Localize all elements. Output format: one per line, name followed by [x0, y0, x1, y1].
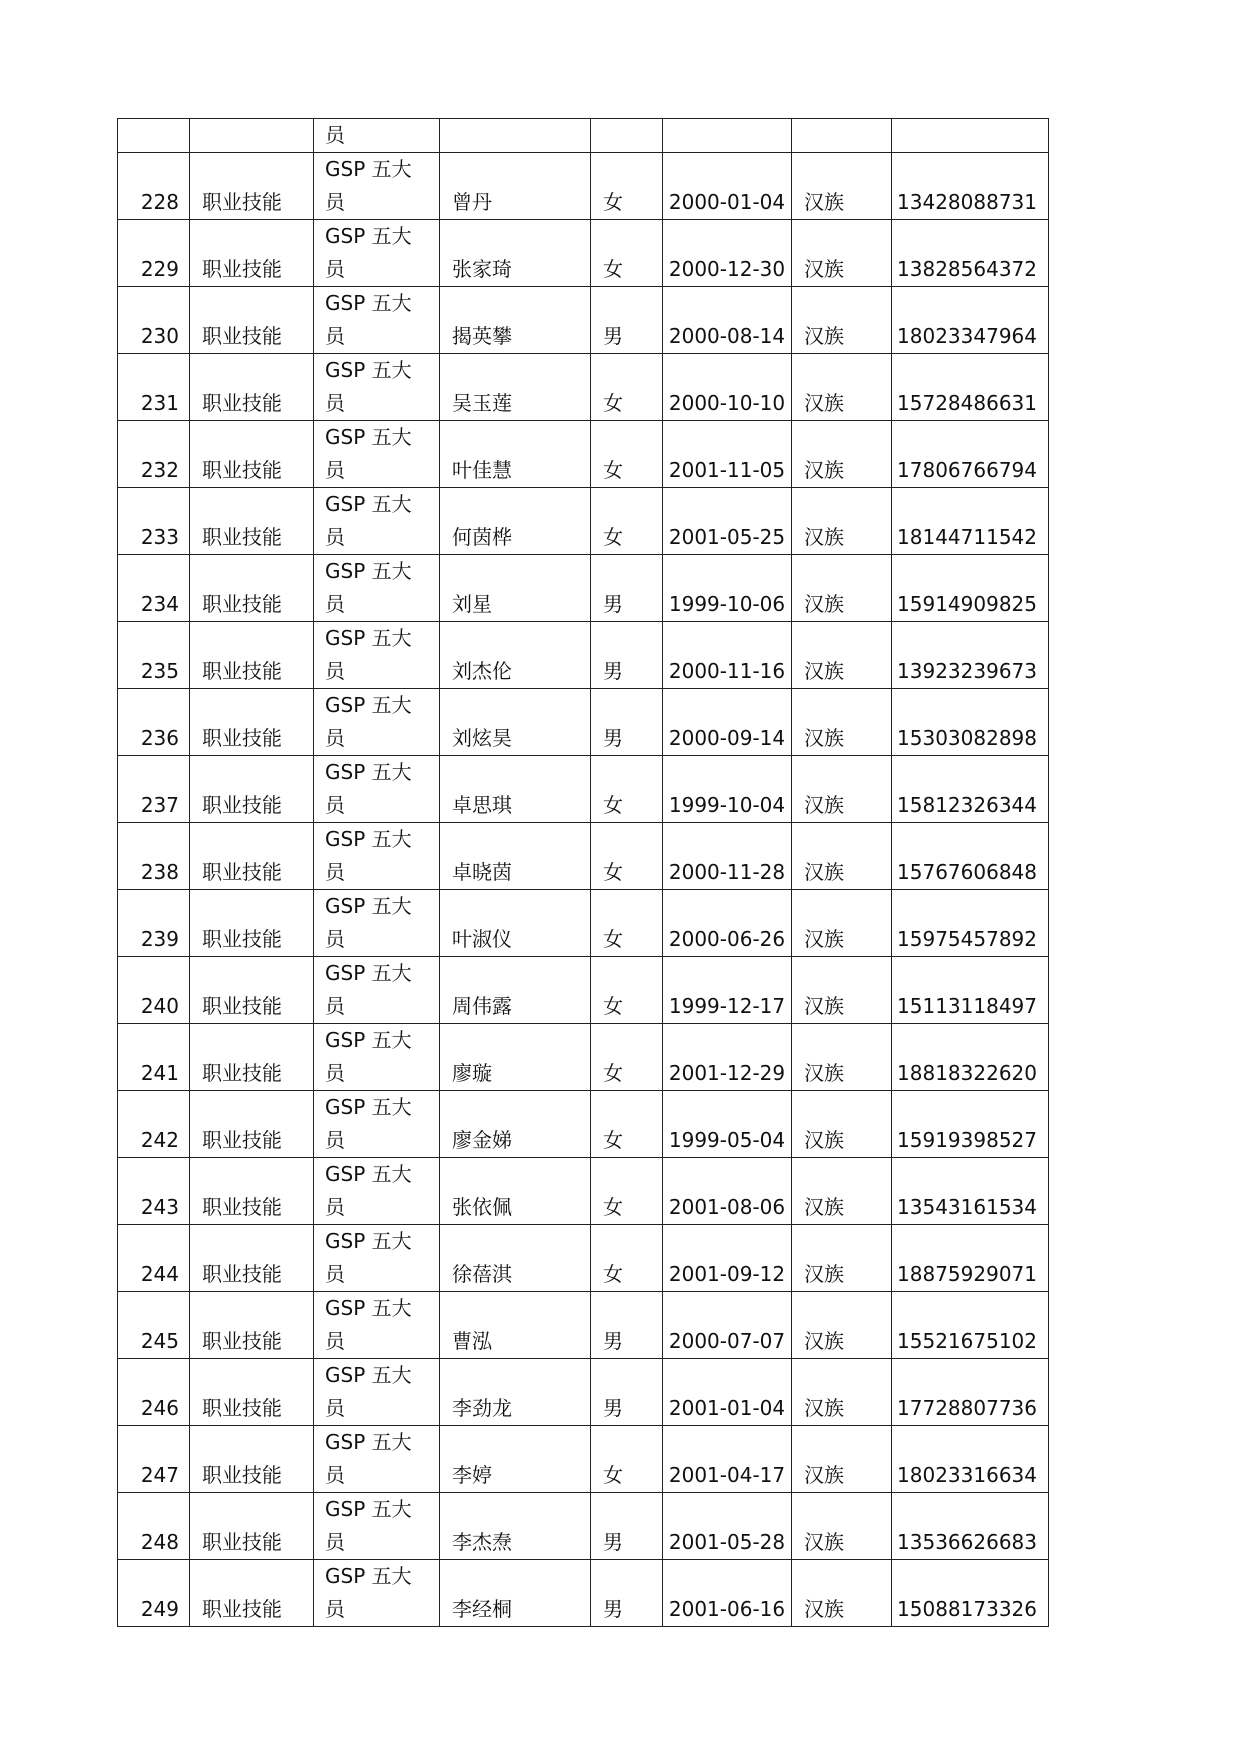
cell-gender: 女 — [591, 153, 663, 220]
cell-name: 吴玉莲 — [440, 354, 591, 421]
roster-body — [118, 119, 1049, 1627]
cell-ethnicity: 汉族 — [792, 1091, 892, 1158]
cell-gender: 男 — [591, 1359, 663, 1426]
major-line-2: 员 — [325, 391, 345, 415]
cell-birth: 2000-10-10 — [663, 354, 792, 421]
cell-birth: 2001-05-25 — [663, 488, 792, 555]
major-line-2: 员 — [325, 190, 345, 214]
major-line-1: GSP 五大 — [325, 626, 412, 650]
cell-category: 职业技能 — [190, 153, 314, 220]
major-line-1: GSP 五大 — [325, 1363, 412, 1387]
cell-no: 232 — [118, 421, 190, 488]
cell-ethnicity: 汉族 — [792, 823, 892, 890]
major-line-2: 员 — [325, 1128, 345, 1152]
table-row — [118, 488, 1049, 555]
cell-no: 249 — [118, 1560, 190, 1627]
major-line-1: GSP 五大 — [325, 827, 412, 851]
cell-phone: 17806766794 — [892, 421, 1049, 488]
cell-birth: 2000-06-26 — [663, 890, 792, 957]
cell-name: 刘星 — [440, 555, 591, 622]
table-row — [118, 756, 1049, 823]
table-row — [118, 287, 1049, 354]
cell-category: 职业技能 — [190, 890, 314, 957]
cell-ethnicity: 汉族 — [792, 1158, 892, 1225]
major-line-2: 员 — [325, 458, 345, 482]
roster-table — [117, 118, 1049, 1627]
cell-phone: 15919398527 — [892, 1091, 1049, 1158]
cell-major — [314, 1158, 440, 1225]
major-line-2: 员 — [325, 1329, 345, 1353]
major-line-2: 员 — [325, 1061, 345, 1085]
cell-birth: 1999-12-17 — [663, 957, 792, 1024]
table-row — [118, 823, 1049, 890]
cell-category: 职业技能 — [190, 488, 314, 555]
cell-gender: 女 — [591, 957, 663, 1024]
cell-ethnicity: 汉族 — [792, 756, 892, 823]
cell-no: 237 — [118, 756, 190, 823]
major-line-2: 员 — [325, 994, 345, 1018]
cell-gender: 男 — [591, 622, 663, 689]
cell-name: 刘杰伦 — [440, 622, 591, 689]
cell-major — [314, 354, 440, 421]
cell-name: 曾丹 — [440, 153, 591, 220]
cell-major — [314, 1091, 440, 1158]
major-line-1: GSP 五大 — [325, 358, 412, 382]
cell-major — [314, 1426, 440, 1493]
cell-major — [314, 1560, 440, 1627]
cell-gender: 女 — [591, 1426, 663, 1493]
cell-birth: 1999-05-04 — [663, 1091, 792, 1158]
cell-name: 何茵桦 — [440, 488, 591, 555]
major-line-2: 员 — [325, 659, 345, 683]
cell-no: 247 — [118, 1426, 190, 1493]
major-line-1: GSP 五大 — [325, 224, 412, 248]
cell-ethnicity: 汉族 — [792, 153, 892, 220]
cell-major — [314, 220, 440, 287]
cell-phone: 13428088731 — [892, 153, 1049, 220]
cell-gender — [591, 119, 663, 153]
major-line-1: GSP 五大 — [325, 559, 412, 583]
cell-name: 卓思琪 — [440, 756, 591, 823]
major-line-2: 员 — [325, 860, 345, 884]
cell-ethnicity: 汉族 — [792, 1225, 892, 1292]
table-row — [118, 153, 1049, 220]
cell-name: 刘炫昊 — [440, 689, 591, 756]
cell-ethnicity: 汉族 — [792, 354, 892, 421]
table-row — [118, 957, 1049, 1024]
cell-birth: 2000-01-04 — [663, 153, 792, 220]
cell-ethnicity: 汉族 — [792, 1292, 892, 1359]
major-line-1: GSP 五大 — [325, 157, 412, 181]
major-line-1: GSP 五大 — [325, 1430, 412, 1454]
cell-no: 235 — [118, 622, 190, 689]
cell-phone: 18023316634 — [892, 1426, 1049, 1493]
cell-category: 职业技能 — [190, 1292, 314, 1359]
cell-birth: 1999-10-06 — [663, 555, 792, 622]
table-row — [118, 1292, 1049, 1359]
cell-category: 职业技能 — [190, 622, 314, 689]
cell-no: 236 — [118, 689, 190, 756]
cell-no: 234 — [118, 555, 190, 622]
cell-gender: 男 — [591, 1560, 663, 1627]
cell-no: 230 — [118, 287, 190, 354]
cell-ethnicity: 汉族 — [792, 555, 892, 622]
table-row — [118, 890, 1049, 957]
cell-gender: 女 — [591, 756, 663, 823]
cell-major — [314, 1225, 440, 1292]
cell-birth: 1999-10-04 — [663, 756, 792, 823]
cell-category: 职业技能 — [190, 756, 314, 823]
cell-name: 揭英攀 — [440, 287, 591, 354]
cell-category: 职业技能 — [190, 421, 314, 488]
major-line-1: GSP 五大 — [325, 1564, 412, 1588]
cell-category: 职业技能 — [190, 1225, 314, 1292]
cell-category: 职业技能 — [190, 823, 314, 890]
cell-major — [314, 622, 440, 689]
cell-no: 233 — [118, 488, 190, 555]
cell-no — [118, 119, 190, 153]
cell-major — [314, 1359, 440, 1426]
cell-gender: 女 — [591, 354, 663, 421]
cell-major — [314, 1493, 440, 1560]
continued-row — [118, 119, 1049, 153]
cell-phone: 15914909825 — [892, 555, 1049, 622]
cell-gender: 女 — [591, 1158, 663, 1225]
cell-phone: 15303082898 — [892, 689, 1049, 756]
cell-no: 241 — [118, 1024, 190, 1091]
major-line-2: 员 — [325, 927, 345, 951]
cell-birth: 2001-05-28 — [663, 1493, 792, 1560]
cell-phone: 13543161534 — [892, 1158, 1049, 1225]
table-row — [118, 1359, 1049, 1426]
cell-gender: 女 — [591, 220, 663, 287]
major-line-1: GSP 五大 — [325, 894, 412, 918]
cell-major: 员 — [314, 119, 440, 153]
cell-major — [314, 1024, 440, 1091]
cell-ethnicity: 汉族 — [792, 488, 892, 555]
cell-no: 242 — [118, 1091, 190, 1158]
cell-birth: 2001-04-17 — [663, 1426, 792, 1493]
cell-no: 229 — [118, 220, 190, 287]
major-line-2: 员 — [325, 1396, 345, 1420]
major-line-2: 员 — [325, 257, 345, 281]
cell-category: 职业技能 — [190, 555, 314, 622]
cell-name: 徐蓓淇 — [440, 1225, 591, 1292]
cell-birth: 2001-12-29 — [663, 1024, 792, 1091]
cell-birth: 2001-11-05 — [663, 421, 792, 488]
table-row — [118, 1091, 1049, 1158]
cell-ethnicity: 汉族 — [792, 1024, 892, 1091]
cell-birth — [663, 119, 792, 153]
cell-phone: 18875929071 — [892, 1225, 1049, 1292]
cell-major — [314, 421, 440, 488]
cell-category: 职业技能 — [190, 287, 314, 354]
cell-phone: 15113118497 — [892, 957, 1049, 1024]
cell-gender: 男 — [591, 1292, 663, 1359]
cell-ethnicity: 汉族 — [792, 220, 892, 287]
table-row — [118, 421, 1049, 488]
cell-no: 240 — [118, 957, 190, 1024]
cell-birth: 2000-08-14 — [663, 287, 792, 354]
cell-phone: 17728807736 — [892, 1359, 1049, 1426]
cell-birth: 2000-11-16 — [663, 622, 792, 689]
cell-category: 职业技能 — [190, 354, 314, 421]
cell-birth: 2001-01-04 — [663, 1359, 792, 1426]
cell-name: 李杰焘 — [440, 1493, 591, 1560]
major-line-1: GSP 五大 — [325, 492, 412, 516]
cell-phone: 13923239673 — [892, 622, 1049, 689]
cell-phone: 15767606848 — [892, 823, 1049, 890]
cell-category: 职业技能 — [190, 1158, 314, 1225]
major-line-2: 员 — [325, 1195, 345, 1219]
major-line-1: GSP 五大 — [325, 1497, 412, 1521]
cell-phone: 18818322620 — [892, 1024, 1049, 1091]
cell-phone — [892, 119, 1049, 153]
cell-name: 周伟露 — [440, 957, 591, 1024]
table-row — [118, 1493, 1049, 1560]
cell-name: 叶淑仪 — [440, 890, 591, 957]
cell-name: 廖璇 — [440, 1024, 591, 1091]
cell-major — [314, 488, 440, 555]
cell-gender: 女 — [591, 1091, 663, 1158]
cell-no: 246 — [118, 1359, 190, 1426]
major-line-2: 员 — [325, 1530, 345, 1554]
cell-ethnicity — [792, 119, 892, 153]
cell-phone: 18023347964 — [892, 287, 1049, 354]
cell-name: 张家琦 — [440, 220, 591, 287]
cell-name: 卓晓茵 — [440, 823, 591, 890]
major-line-1: GSP 五大 — [325, 1095, 412, 1119]
cell-category: 职业技能 — [190, 689, 314, 756]
cell-no: 245 — [118, 1292, 190, 1359]
cell-gender: 男 — [591, 689, 663, 756]
major-line-1: GSP 五大 — [325, 1028, 412, 1052]
table-row — [118, 1426, 1049, 1493]
cell-no: 248 — [118, 1493, 190, 1560]
cell-ethnicity: 汉族 — [792, 287, 892, 354]
cell-category: 职业技能 — [190, 1493, 314, 1560]
cell-ethnicity: 汉族 — [792, 1560, 892, 1627]
cell-gender: 女 — [591, 488, 663, 555]
cell-no: 243 — [118, 1158, 190, 1225]
cell-name: 叶佳慧 — [440, 421, 591, 488]
cell-birth: 2000-07-07 — [663, 1292, 792, 1359]
major-line-2: 员 — [325, 726, 345, 750]
cell-name: 曹泓 — [440, 1292, 591, 1359]
cell-category: 职业技能 — [190, 1024, 314, 1091]
cell-phone: 15088173326 — [892, 1560, 1049, 1627]
cell-birth: 2000-09-14 — [663, 689, 792, 756]
cell-name: 李婷 — [440, 1426, 591, 1493]
cell-name — [440, 119, 591, 153]
cell-gender: 女 — [591, 1024, 663, 1091]
cell-no: 239 — [118, 890, 190, 957]
cell-ethnicity: 汉族 — [792, 957, 892, 1024]
cell-ethnicity: 汉族 — [792, 622, 892, 689]
cell-category: 职业技能 — [190, 1426, 314, 1493]
cell-ethnicity: 汉族 — [792, 689, 892, 756]
cell-no: 231 — [118, 354, 190, 421]
cell-major — [314, 823, 440, 890]
cell-phone: 18144711542 — [892, 488, 1049, 555]
cell-phone: 15975457892 — [892, 890, 1049, 957]
major-line-2: 员 — [325, 1262, 345, 1286]
major-line-2: 员 — [325, 793, 345, 817]
major-line-1: GSP 五大 — [325, 961, 412, 985]
cell-major — [314, 555, 440, 622]
cell-no: 238 — [118, 823, 190, 890]
cell-birth: 2001-06-16 — [663, 1560, 792, 1627]
table-row — [118, 1560, 1049, 1627]
cell-birth: 2001-09-12 — [663, 1225, 792, 1292]
cell-ethnicity: 汉族 — [792, 421, 892, 488]
major-line-1: GSP 五大 — [325, 425, 412, 449]
table-row — [118, 622, 1049, 689]
cell-gender: 男 — [591, 555, 663, 622]
cell-gender: 女 — [591, 1225, 663, 1292]
cell-name: 李劲龙 — [440, 1359, 591, 1426]
cell-gender: 男 — [591, 1493, 663, 1560]
cell-major — [314, 287, 440, 354]
cell-major — [314, 689, 440, 756]
cell-major — [314, 957, 440, 1024]
major-line-1: GSP 五大 — [325, 1162, 412, 1186]
cell-no: 244 — [118, 1225, 190, 1292]
cell-category: 职业技能 — [190, 1560, 314, 1627]
cell-category: 职业技能 — [190, 1359, 314, 1426]
cell-phone: 13828564372 — [892, 220, 1049, 287]
cell-major — [314, 1292, 440, 1359]
cell-ethnicity: 汉族 — [792, 1426, 892, 1493]
table-row — [118, 1158, 1049, 1225]
major-line-2: 员 — [325, 324, 345, 348]
cell-category: 职业技能 — [190, 220, 314, 287]
cell-gender: 女 — [591, 421, 663, 488]
major-line-2: 员 — [325, 592, 345, 616]
table-row — [118, 1024, 1049, 1091]
major-line-2: 员 — [325, 525, 345, 549]
table-row — [118, 220, 1049, 287]
cell-major — [314, 756, 440, 823]
major-line-2: 员 — [325, 1597, 345, 1621]
cell-phone: 15521675102 — [892, 1292, 1049, 1359]
cell-gender: 女 — [591, 823, 663, 890]
major-line-2: 员 — [325, 1463, 345, 1487]
cell-phone: 13536626683 — [892, 1493, 1049, 1560]
cell-category: 职业技能 — [190, 1091, 314, 1158]
cell-birth: 2001-08-06 — [663, 1158, 792, 1225]
cell-ethnicity: 汉族 — [792, 1359, 892, 1426]
table-row — [118, 689, 1049, 756]
cell-major — [314, 890, 440, 957]
cell-major — [314, 153, 440, 220]
cell-category: 职业技能 — [190, 957, 314, 1024]
cell-ethnicity: 汉族 — [792, 1493, 892, 1560]
cell-ethnicity: 汉族 — [792, 890, 892, 957]
cell-gender: 男 — [591, 287, 663, 354]
cell-birth: 2000-11-28 — [663, 823, 792, 890]
cell-gender: 女 — [591, 890, 663, 957]
table-row — [118, 555, 1049, 622]
cell-category — [190, 119, 314, 153]
cell-name: 张依佩 — [440, 1158, 591, 1225]
cell-name: 李经桐 — [440, 1560, 591, 1627]
major-line-1: GSP 五大 — [325, 760, 412, 784]
cell-name: 廖金娣 — [440, 1091, 591, 1158]
major-line-1: GSP 五大 — [325, 1296, 412, 1320]
table-row — [118, 354, 1049, 421]
major-line-1: GSP 五大 — [325, 693, 412, 717]
cell-birth: 2000-12-30 — [663, 220, 792, 287]
table-row — [118, 1225, 1049, 1292]
cell-no: 228 — [118, 153, 190, 220]
cell-phone: 15728486631 — [892, 354, 1049, 421]
cell-phone: 15812326344 — [892, 756, 1049, 823]
major-line-1: GSP 五大 — [325, 291, 412, 315]
major-line-1: GSP 五大 — [325, 1229, 412, 1253]
